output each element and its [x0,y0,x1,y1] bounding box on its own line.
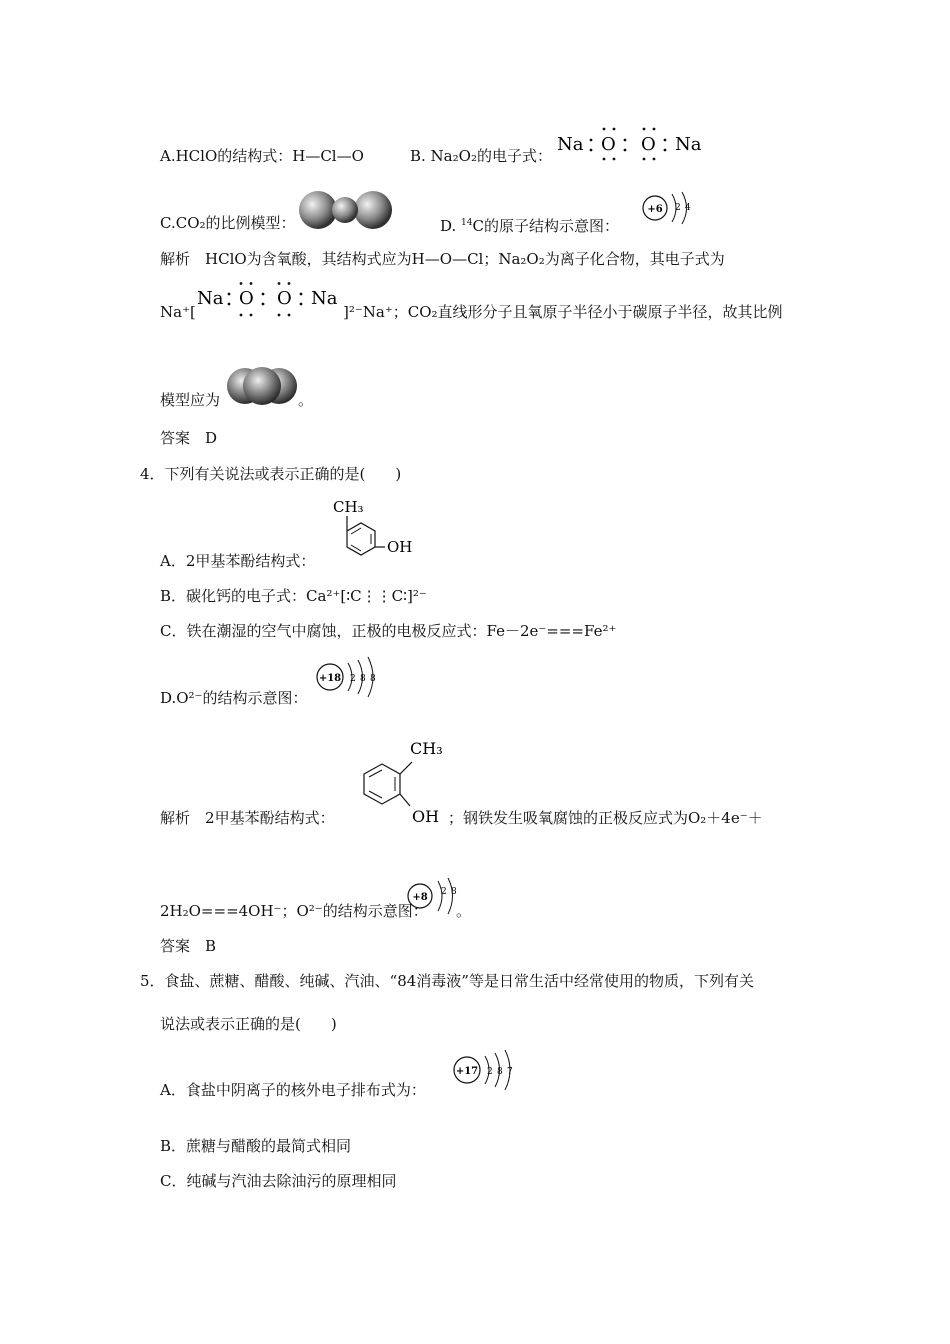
analysis-3-period: 。 [298,391,314,409]
question-4-stem: 4．下列有关说法或表示正确的是( ) [140,465,402,483]
carbon-atom-diagram [640,190,700,226]
svg-text:4: 4 [685,203,691,213]
analysis-4-line1: 解析 2甲基苯酚结构式： [160,809,335,827]
question-5-stem-line2: 说法或表示正确的是( ) [160,1015,337,1033]
svg-text:2: 2 [675,203,681,213]
option-5c: C．纯碱与汽油去除油污的原理相同 [160,1172,397,1190]
svg-text:+6: +6 [647,204,663,215]
svg-text:CH₃: CH₃ [410,739,443,758]
analysis-4-line2: 2H₂O===4OH⁻；O²⁻的结构示意图： [160,902,428,920]
svg-text:OH: OH [387,538,413,556]
svg-text:O: O [601,134,616,155]
analysis-3-line1: 解析 HClO为含氧酸，其结构式应为H—O—Cl；Na₂O₂为离子化合物，其电子式为 [160,250,725,268]
svg-text:+8: +8 [412,892,428,903]
analysis-4-line1b: ；钢铁发生吸氧腐蚀的正极反应式为O₂＋4e⁻＋ [448,809,763,827]
svg-text:O: O [277,288,292,309]
svg-text:CH₃: CH₃ [333,498,364,516]
answer-4: 答案 B [160,937,217,955]
svg-text:OH: OH [412,807,440,826]
svg-text:2: 2 [487,1067,493,1077]
svg-text:8: 8 [360,674,366,684]
option-5b: B．蔗糖与醋酸的最简式相同 [160,1137,352,1155]
chloride-ion-diagram [452,1048,522,1092]
analysis-3-line3: 模型应为 [160,391,221,409]
svg-text:Na: Na [557,134,584,155]
svg-text:8: 8 [497,1067,503,1077]
option-3c: C.CO₂的比例模型： [160,214,296,232]
methylphenol-structure-analysis [352,734,462,830]
question-5-stem-line1: 5．食盐、蔗糖、醋酸、纯碱、汽油、“84消毒液”等是日常生活中经常使用的物质，下列有关 [140,972,754,990]
option-3b: B. Na₂O₂的电子式： [410,147,552,165]
svg-text:8: 8 [370,674,376,684]
analysis-3-line2-suffix: ]²⁻Na⁺；CO₂直线形分子且氧原子半径小于碳原子半径，故其比例 [343,303,783,321]
svg-text:O: O [641,134,656,155]
svg-text:2: 2 [441,887,447,897]
na2o2-electron-formula [555,126,715,166]
option-3d: D. $^{14}$C的原子结构示意图： [440,217,619,235]
option-4c: C．铁在潮湿的空气中腐蚀，正极的电极反应式：Fe－2e⁻===Fe²⁺ [160,622,617,640]
na2o2-analysis-formula [195,282,345,322]
option-5a: A．食盐中阴离子的核外电子排布式为： [160,1081,426,1099]
co2-correct-space-model [226,364,298,408]
svg-text:2: 2 [350,674,356,684]
option-3a: A.HClO的结构式：H—Cl—O [160,147,364,165]
option-4d: D.O²⁻的结构示意图： [160,689,308,707]
option-4a: A．2甲基苯酚结构式： [160,552,316,570]
svg-text:+18: +18 [318,673,342,684]
analysis-3-line2-prefix: Na⁺[ [160,303,196,321]
co2-wrong-space-model [298,190,393,230]
svg-text:Na: Na [197,288,224,309]
svg-text:8: 8 [451,887,457,897]
svg-text:O: O [239,288,254,309]
oxygen-ion-correct-diagram [405,876,463,916]
svg-text:+17: +17 [455,1066,479,1077]
svg-text:7: 7 [507,1067,513,1077]
oxygen-ion-wrong-diagram [314,655,386,699]
option-4b: B．碳化钙的电子式：Ca²⁺[∶C⋮⋮C∶]²⁻ [160,587,427,605]
svg-text:Na: Na [311,288,338,309]
answer-3: 答案 D [160,429,218,447]
methylphenol-structure-a [325,494,425,574]
analysis-4-period: 。 [456,902,472,920]
svg-text:Na: Na [675,134,702,155]
